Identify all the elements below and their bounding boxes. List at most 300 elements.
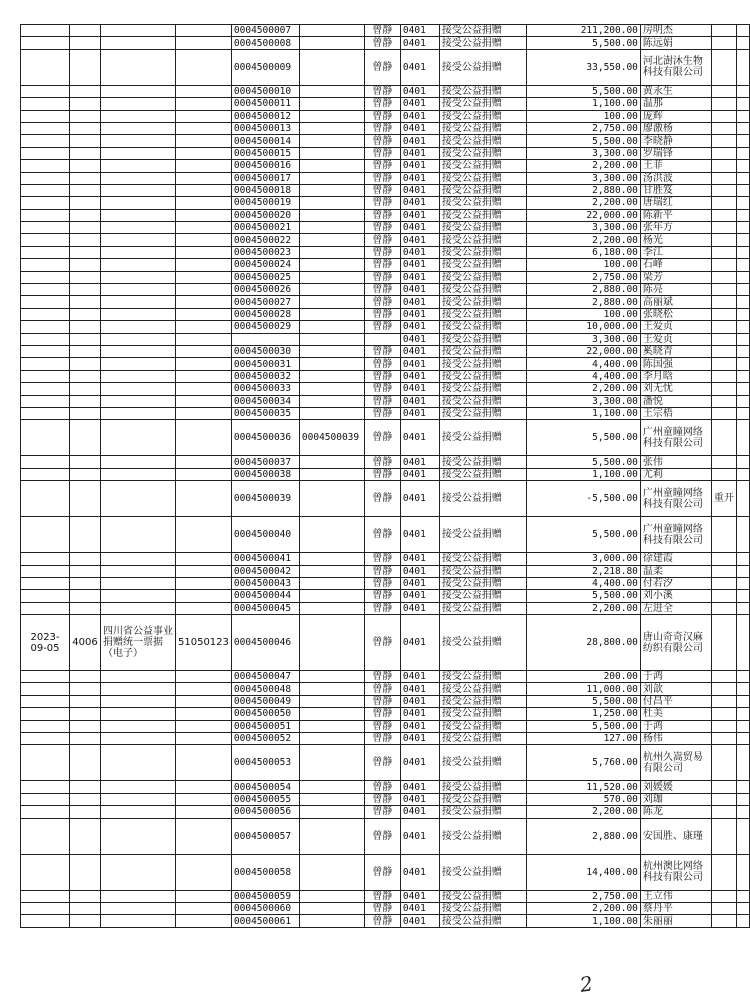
account-code-cell: 0401 [400,172,439,184]
receipt-type-cell [101,284,176,296]
remark-cell [711,296,736,308]
donor-cell: 朱丽丽 [640,915,711,927]
receipt-number-cell: 0004500020 [231,209,299,221]
receipt-type-cell [101,915,176,927]
date-cell: 2023-09-05 [21,615,70,671]
remark-cell [711,345,736,357]
batch-code-cell [176,122,232,134]
table-row [21,209,750,221]
receipt-type-cell [101,271,176,283]
ledger-body [21,25,750,928]
operator-cell: 曾静 [364,184,400,196]
reference-number-cell [299,553,364,565]
remark-cell [711,577,736,589]
remark-cell [711,708,736,720]
description-cell: 接受公益捐赠 [439,383,526,395]
receipt-number-cell [231,333,299,345]
edge-cell [736,708,749,720]
description-cell: 接受公益捐赠 [439,793,526,805]
account-code-cell: 0401 [400,184,439,196]
edge-cell [736,671,749,683]
table-row [21,615,750,671]
receipt-number-cell: 0004500019 [231,197,299,209]
edge-cell [736,321,749,333]
remark-cell [711,135,736,147]
edge-cell [736,383,749,395]
donor-cell: 付若汐 [640,577,711,589]
donor-cell: 刘珈 [640,793,711,805]
reference-number-cell [299,345,364,357]
date-cell [21,565,70,577]
batch-code-cell [176,671,232,683]
remark-cell [711,395,736,407]
edge-cell [736,98,749,110]
account-code-cell: 0401 [400,370,439,382]
reference-number-cell [299,915,364,927]
edge-cell [736,296,749,308]
code-cell [70,481,101,517]
receipt-number-cell: 0004500033 [231,383,299,395]
receipt-type-cell [101,565,176,577]
receipt-type-cell [101,222,176,234]
operator-cell: 曾静 [364,135,400,147]
table-row [21,122,750,134]
amount-cell: 2,200.00 [526,383,640,395]
amount-cell: 2,750.00 [526,271,640,283]
operator-cell: 曾静 [364,890,400,902]
edge-cell [736,854,749,890]
receipt-type-cell [101,468,176,480]
date-cell [21,122,70,134]
reference-number-cell [299,259,364,271]
code-cell [70,321,101,333]
date-cell [21,781,70,793]
receipt-type-cell [101,671,176,683]
reference-number-cell [299,122,364,134]
operator-cell: 曾静 [364,806,400,818]
receipt-number-cell: 0004500043 [231,577,299,589]
receipt-type-cell [101,553,176,565]
donor-cell: 温柔 [640,565,711,577]
batch-code-cell [176,25,232,37]
operator-cell: 曾静 [364,284,400,296]
amount-cell: 200.00 [526,671,640,683]
operator-cell: 曾静 [364,671,400,683]
code-cell [70,85,101,97]
reference-number-cell [299,246,364,258]
amount-cell: 6,180.00 [526,246,640,258]
account-code-cell: 0401 [400,890,439,902]
table-row [21,358,750,370]
remark-cell [711,209,736,221]
receipt-number-cell: 0004500031 [231,358,299,370]
receipt-number-cell: 0004500061 [231,915,299,927]
code-cell [70,565,101,577]
table-row [21,25,750,37]
account-code-cell: 0401 [400,695,439,707]
receipt-number-cell: 0004500054 [231,781,299,793]
receipt-type-cell [101,745,176,781]
reference-number-cell [299,481,364,517]
code-cell [70,708,101,720]
table-row [21,781,750,793]
amount-cell: 100.00 [526,110,640,122]
donor-cell: 唐瑞红 [640,197,711,209]
date-cell [21,259,70,271]
batch-code-cell [176,197,232,209]
receipt-type-cell [101,806,176,818]
description-cell: 接受公益捐赠 [439,695,526,707]
receipt-type-cell [101,407,176,419]
reference-number-cell [299,683,364,695]
description-cell: 接受公益捐赠 [439,197,526,209]
edge-cell [736,915,749,927]
edge-cell [736,695,749,707]
code-cell [70,683,101,695]
receipt-type-cell [101,345,176,357]
amount-cell: 2,200.00 [526,197,640,209]
amount-cell: 3,000.00 [526,553,640,565]
date-cell [21,209,70,221]
description-cell: 接受公益捐赠 [439,671,526,683]
edge-cell [736,110,749,122]
batch-code-cell [176,915,232,927]
donor-cell: 于鸿 [640,720,711,732]
table-row [21,271,750,283]
table-row [21,902,750,914]
reference-number-cell [299,209,364,221]
code-cell [70,671,101,683]
receipt-number-cell: 0004500042 [231,565,299,577]
code-cell [70,246,101,258]
code-cell [70,407,101,419]
edge-cell [736,590,749,602]
amount-cell: 2,200.00 [526,160,640,172]
account-code-cell: 0401 [400,902,439,914]
batch-code-cell [176,565,232,577]
receipt-type-cell [101,517,176,553]
operator-cell: 曾静 [364,695,400,707]
receipt-type-cell [101,720,176,732]
receipt-number-cell: 0004500027 [231,296,299,308]
batch-code-cell [176,259,232,271]
remark-cell: 重开 [711,481,736,517]
account-code-cell: 0401 [400,517,439,553]
donor-cell: 唐山奇奇汉麻纺织有限公司 [640,615,711,671]
account-code-cell: 0401 [400,25,439,37]
reference-number-cell [299,517,364,553]
batch-code-cell [176,172,232,184]
account-code-cell: 0401 [400,590,439,602]
date-cell [21,110,70,122]
donor-cell: 杭州久嵩贸易有限公司 [640,745,711,781]
receipt-type-cell [101,902,176,914]
donor-cell: 廖激杨 [640,122,711,134]
batch-code-cell [176,184,232,196]
date-cell [21,695,70,707]
operator-cell: 曾静 [364,370,400,382]
date-cell [21,420,70,456]
batch-code-cell [176,468,232,480]
account-code-cell: 0401 [400,407,439,419]
table-row [21,395,750,407]
date-cell [21,308,70,320]
edge-cell [736,160,749,172]
amount-cell: 4,400.00 [526,577,640,589]
donor-cell: 蔡丹平 [640,902,711,914]
receipt-type-cell [101,781,176,793]
code-cell: 4006 [70,615,101,671]
reference-number-cell [299,407,364,419]
code-cell [70,135,101,147]
amount-cell: 5,500.00 [526,85,640,97]
batch-code-cell [176,854,232,890]
donor-cell: 张年方 [640,222,711,234]
amount-cell: 11,000.00 [526,683,640,695]
remark-cell [711,234,736,246]
remark-cell [711,683,736,695]
operator-cell: 曾静 [364,602,400,614]
date-cell [21,890,70,902]
code-cell [70,781,101,793]
operator-cell: 曾静 [364,720,400,732]
date-cell [21,222,70,234]
receipt-number-cell: 0004500023 [231,246,299,258]
description-cell: 接受公益捐赠 [439,720,526,732]
donor-cell: 于鸿 [640,671,711,683]
date-cell [21,197,70,209]
description-cell: 接受公益捐赠 [439,333,526,345]
receipt-number-cell: 0004500014 [231,135,299,147]
amount-cell: 5,760.00 [526,745,640,781]
remark-cell [711,197,736,209]
description-cell: 接受公益捐赠 [439,456,526,468]
amount-cell: 1,250.00 [526,708,640,720]
edge-cell [736,683,749,695]
amount-cell: 2,200.00 [526,806,640,818]
table-row [21,222,750,234]
remark-cell [711,602,736,614]
edge-cell [736,135,749,147]
date-cell [21,184,70,196]
donor-cell: 张伟 [640,456,711,468]
receipt-number-cell: 0004500045 [231,602,299,614]
account-code-cell: 0401 [400,333,439,345]
remark-cell [711,370,736,382]
amount-cell: 3,300.00 [526,172,640,184]
date-cell [21,98,70,110]
remark-cell [711,271,736,283]
donor-cell: 王宗梧 [640,407,711,419]
edge-cell [736,37,749,49]
remark-cell [711,85,736,97]
reference-number-cell [299,333,364,345]
account-code-cell: 0401 [400,296,439,308]
donation-ledger-table [20,24,750,928]
donor-cell: 左进全 [640,602,711,614]
reference-number-cell [299,468,364,480]
description-cell: 接受公益捐赠 [439,781,526,793]
receipt-number-cell: 0004500036 [231,420,299,456]
donor-cell: 陈亮 [640,284,711,296]
reference-number-cell [299,135,364,147]
batch-code-cell [176,370,232,382]
remark-cell [711,358,736,370]
donor-cell: 罗瑞锋 [640,147,711,159]
table-row [21,259,750,271]
amount-cell: 5,500.00 [526,517,640,553]
edge-cell [736,517,749,553]
date-cell [21,602,70,614]
table-row [21,246,750,258]
amount-cell: 4,400.00 [526,358,640,370]
code-cell [70,854,101,890]
table-row [21,172,750,184]
table-row [21,407,750,419]
reference-number-cell [299,602,364,614]
code-cell [70,733,101,745]
description-cell: 接受公益捐赠 [439,246,526,258]
code-cell [70,745,101,781]
receipt-number-cell: 0004500047 [231,671,299,683]
donor-cell: 甘胜笈 [640,184,711,196]
batch-code-cell [176,98,232,110]
table-row [21,590,750,602]
receipt-number-cell: 0004500012 [231,110,299,122]
batch-code-cell [176,890,232,902]
batch-code-cell [176,110,232,122]
account-code-cell: 0401 [400,720,439,732]
reference-number-cell [299,85,364,97]
account-code-cell: 0401 [400,683,439,695]
batch-code-cell [176,222,232,234]
table-row [21,468,750,480]
description-cell: 接受公益捐赠 [439,25,526,37]
receipt-number-cell: 0004500021 [231,222,299,234]
remark-cell [711,590,736,602]
donor-cell: 梁芳 [640,271,711,283]
operator-cell: 曾静 [364,565,400,577]
remark-cell [711,915,736,927]
operator-cell: 曾静 [364,98,400,110]
reference-number-cell [299,370,364,382]
table-row [21,197,750,209]
operator-cell: 曾静 [364,85,400,97]
table-row [21,671,750,683]
donor-cell: 庞辉 [640,110,711,122]
amount-cell: 211,200.00 [526,25,640,37]
batch-code-cell [176,234,232,246]
receipt-type-cell: 四川省公益事业捐赠统一票据（电子） [101,615,176,671]
account-code-cell: 0401 [400,671,439,683]
date-cell [21,296,70,308]
receipt-type-cell [101,577,176,589]
batch-code-cell [176,456,232,468]
operator-cell: 曾静 [364,781,400,793]
remark-cell [711,553,736,565]
receipt-number-cell: 0004500053 [231,745,299,781]
receipt-type-cell [101,259,176,271]
table-row [21,456,750,468]
operator-cell: 曾静 [364,590,400,602]
operator-cell: 曾静 [364,209,400,221]
receipt-type-cell [101,135,176,147]
reference-number-cell [299,806,364,818]
receipt-number-cell: 0004500051 [231,720,299,732]
reference-number-cell [299,456,364,468]
account-code-cell: 0401 [400,420,439,456]
receipt-type-cell [101,602,176,614]
description-cell: 接受公益捐赠 [439,590,526,602]
batch-code-cell [176,321,232,333]
operator-cell: 曾静 [364,902,400,914]
reference-number-cell [299,222,364,234]
reference-number-cell [299,296,364,308]
code-cell [70,553,101,565]
description-cell: 接受公益捐赠 [439,345,526,357]
operator-cell: 曾静 [364,271,400,283]
amount-cell: 2,750.00 [526,890,640,902]
edge-cell [736,481,749,517]
receipt-type-cell [101,160,176,172]
date-cell [21,818,70,854]
date-cell [21,806,70,818]
description-cell: 接受公益捐赠 [439,284,526,296]
donor-cell: 陈龙 [640,806,711,818]
description-cell: 接受公益捐赠 [439,420,526,456]
donor-cell: 付昌平 [640,695,711,707]
amount-cell: 5,500.00 [526,37,640,49]
operator-cell: 曾静 [364,395,400,407]
code-cell [70,902,101,914]
amount-cell: 1,100.00 [526,915,640,927]
receipt-type-cell [101,358,176,370]
table-row [21,854,750,890]
account-code-cell: 0401 [400,781,439,793]
batch-code-cell [176,308,232,320]
edge-cell [736,407,749,419]
remark-cell [711,172,736,184]
description-cell: 接受公益捐赠 [439,577,526,589]
account-code-cell: 0401 [400,85,439,97]
receipt-type-cell [101,296,176,308]
edge-cell [736,615,749,671]
account-code-cell: 0401 [400,456,439,468]
code-cell [70,37,101,49]
code-cell [70,222,101,234]
batch-code-cell [176,745,232,781]
account-code-cell: 0401 [400,321,439,333]
operator-cell: 曾静 [364,733,400,745]
receipt-type-cell [101,590,176,602]
remark-cell [711,259,736,271]
code-cell [70,468,101,480]
date-cell [21,147,70,159]
receipt-number-cell: 0004500024 [231,259,299,271]
description-cell: 接受公益捐赠 [439,407,526,419]
date-cell [21,172,70,184]
account-code-cell: 0401 [400,271,439,283]
operator-cell: 曾静 [364,615,400,671]
code-cell [70,147,101,159]
remark-cell [711,671,736,683]
batch-code-cell [176,590,232,602]
code-cell [70,110,101,122]
date-cell [21,37,70,49]
donor-cell: 徐建霞 [640,553,711,565]
donor-cell: 石峰 [640,259,711,271]
table-row [21,720,750,732]
